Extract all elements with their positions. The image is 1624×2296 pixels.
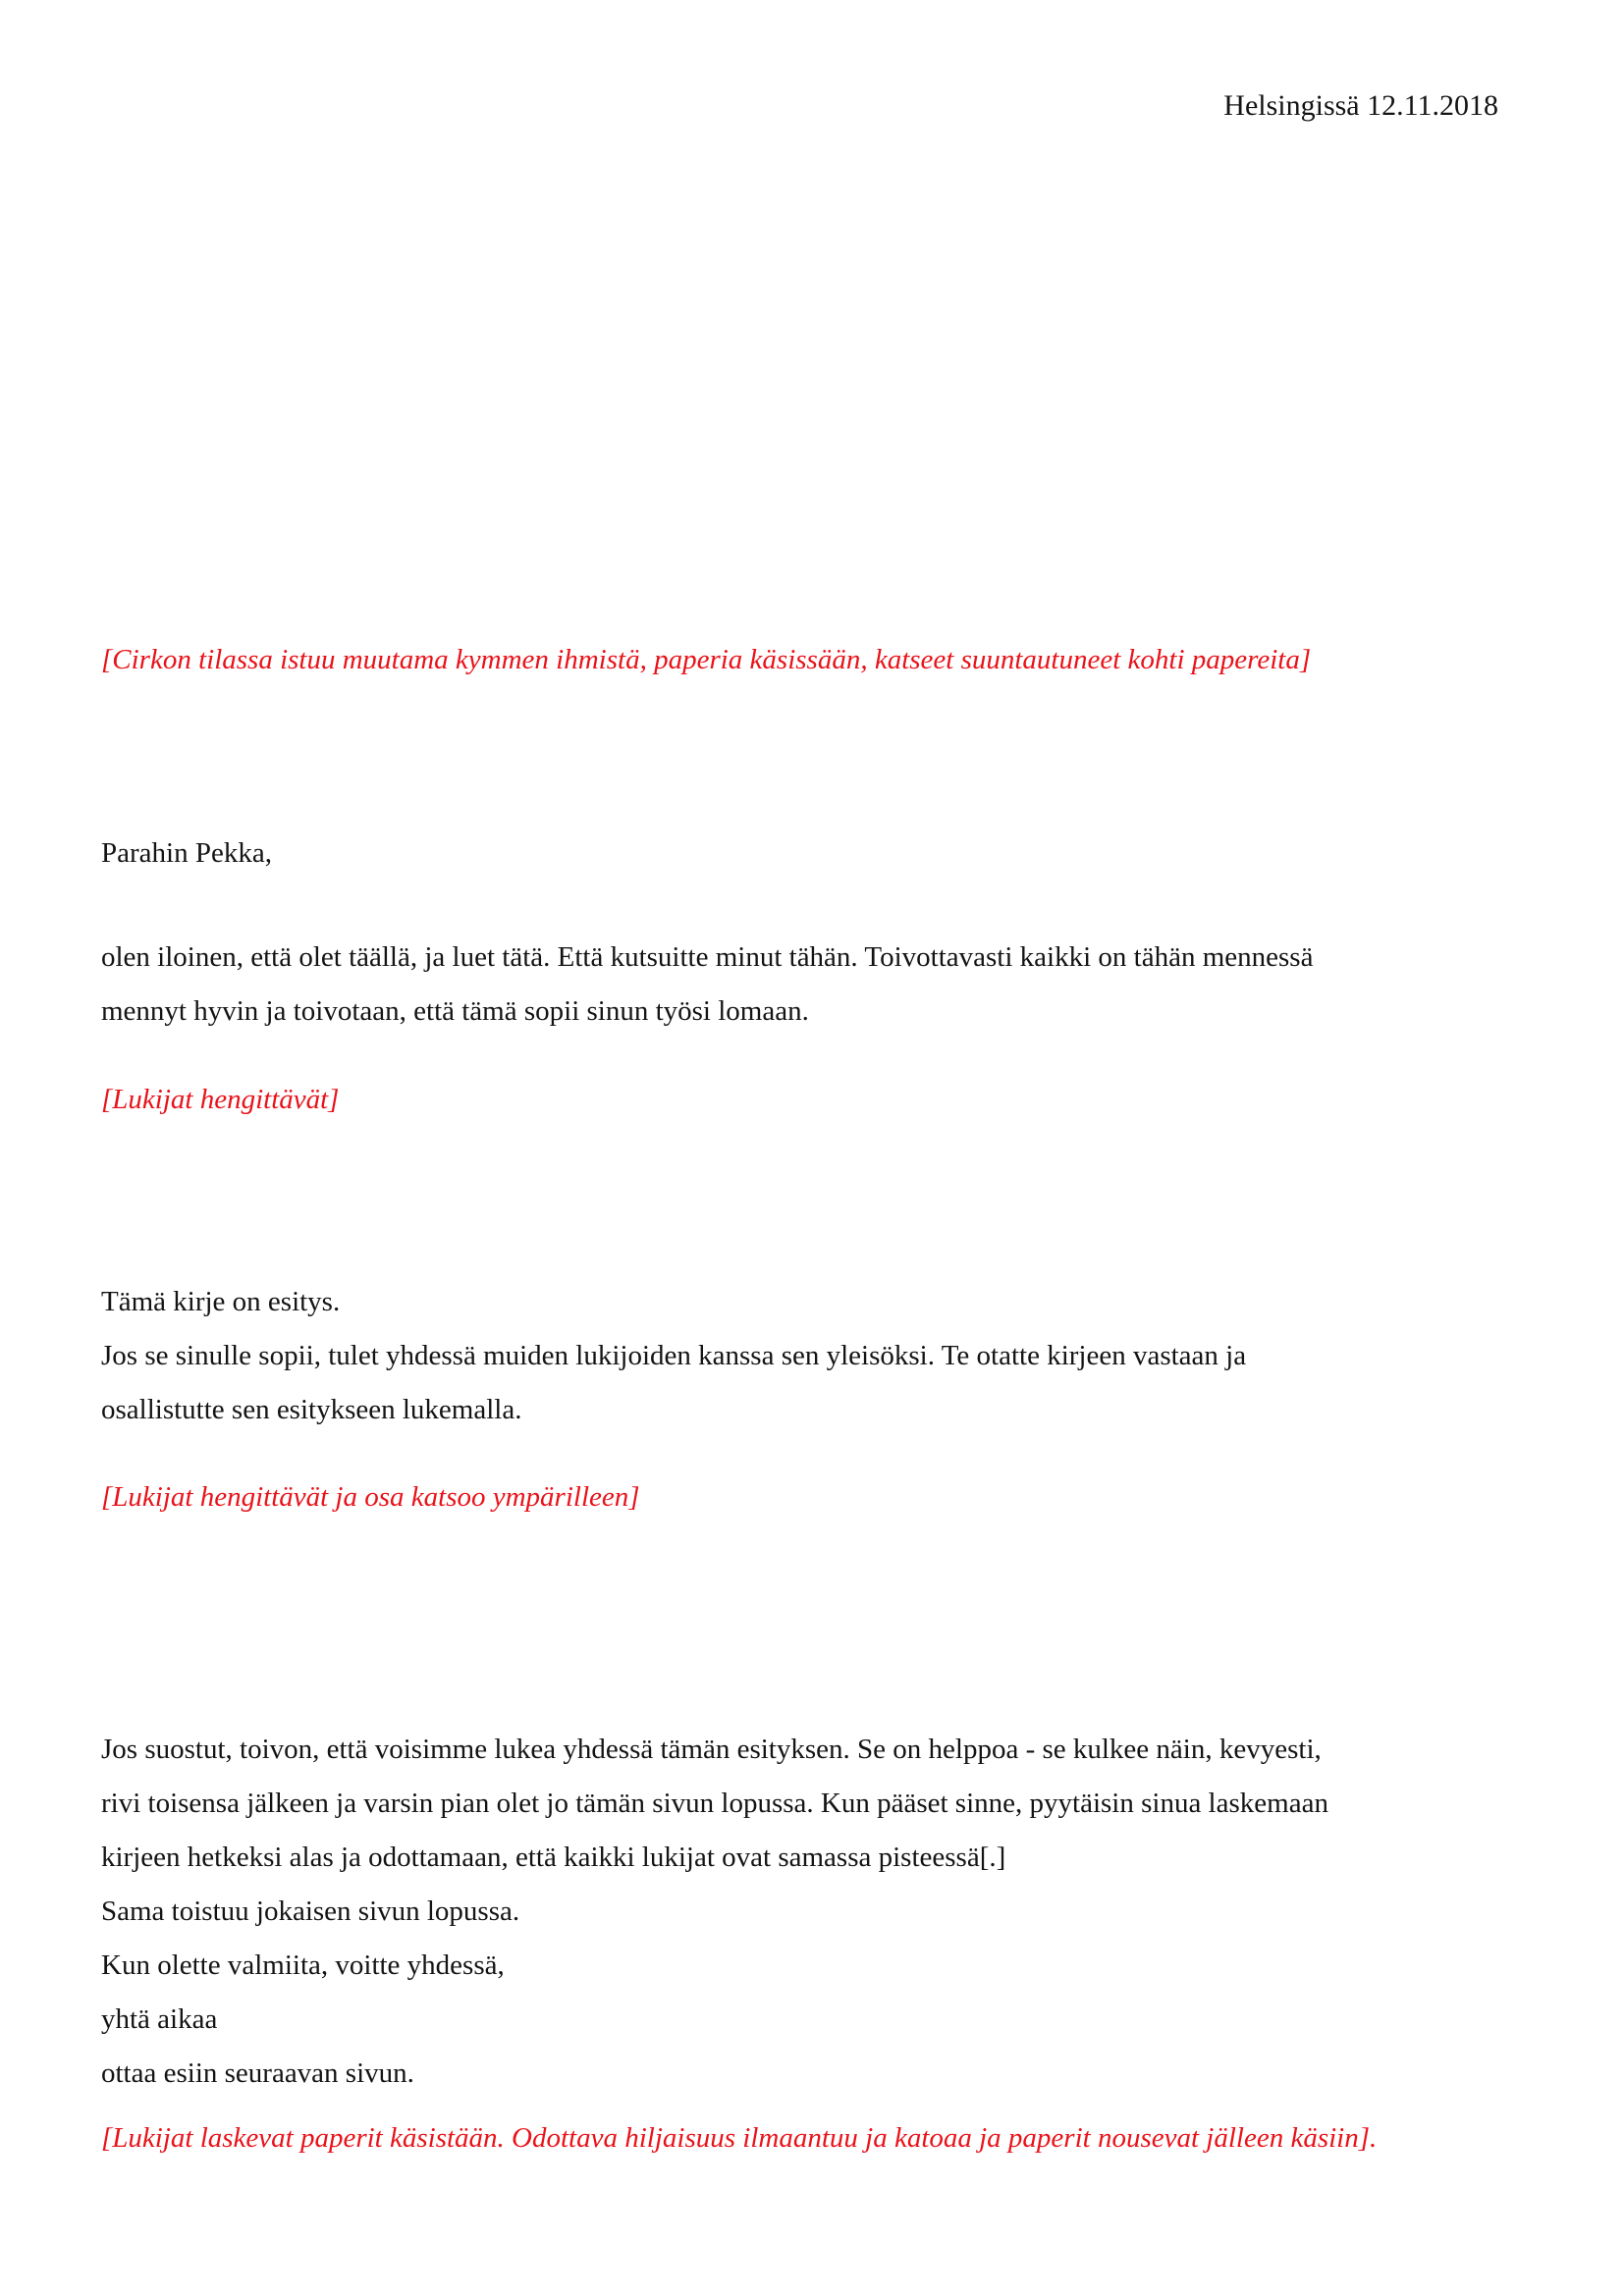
paragraph-3 — [101, 1723, 1536, 2101]
body-line: rivi toisensa jälkeen ja varsin pian olet jo tämän sivun lopussa. Kun pääset sinne, pyytäisin sinua laskemaan — [101, 1788, 1328, 1819]
body-line: Tämä kirje on esitys. — [101, 1286, 341, 1317]
body-line: Jos suostut, toivon, että voisimme lukea yhdessä tämän esityksen. Se on helppoa - se kulkee näin, kevyesti, — [101, 1734, 1322, 1765]
date-line: Helsingissä 12.11.2018 — [1223, 89, 1498, 122]
body-line: mennyt hyvin ja toivotaan, että tämä sopii sinun työsi lomaan. — [101, 995, 809, 1027]
body-line: kirjeen hetkeksi alas ja odottamaan, että kaikki lukijat ovat samassa pisteessä[.] — [101, 1842, 1006, 1873]
letter-body — [101, 633, 1536, 2165]
stage-direction-2: [Lukijat hengittävät] — [101, 1084, 340, 1115]
stage-direction-4: [Lukijat laskevat paperit käsistään. Odottava hiljaisuus ilmaantuu ja katoaa ja paperit nousevat jälleen käsiin]. — [101, 2122, 1378, 2154]
stage-direction-1: [Cirkon tilassa istuu muutama kymmen ihmistä, paperia käsissään, katseet suuntautuneet kohti papereita] — [101, 644, 1312, 675]
body-line: Kun olette valmiita, voitte yhdessä, — [101, 1949, 505, 1981]
body-line: ottaa esiin seuraavan sivun. — [101, 2057, 414, 2089]
stage-direction-3: [Lukijat hengittävät ja osa katsoo ympärilleen] — [101, 1481, 640, 1513]
body-line: yhtä aikaa — [101, 2003, 218, 2035]
body-line: olen iloinen, että olet täällä, ja luet tätä. Että kutsuitte minut tähän. Toivottavasti kaikki on tähän mennessä — [101, 941, 1314, 973]
body-line: Jos se sinulle sopii, tulet yhdessä muiden lukijoiden kanssa sen yleisöksi. Te otatte kirjeen vastaan ja — [101, 1340, 1247, 1371]
body-line: Sama toistuu jokaisen sivun lopussa. — [101, 1896, 520, 1927]
body-line: osallistutte sen esitykseen lukemalla. — [101, 1394, 522, 1425]
paragraph-2 — [101, 1275, 1536, 1437]
salutation: Parahin Pekka, — [101, 837, 272, 869]
paragraph-1 — [101, 931, 1536, 1039]
